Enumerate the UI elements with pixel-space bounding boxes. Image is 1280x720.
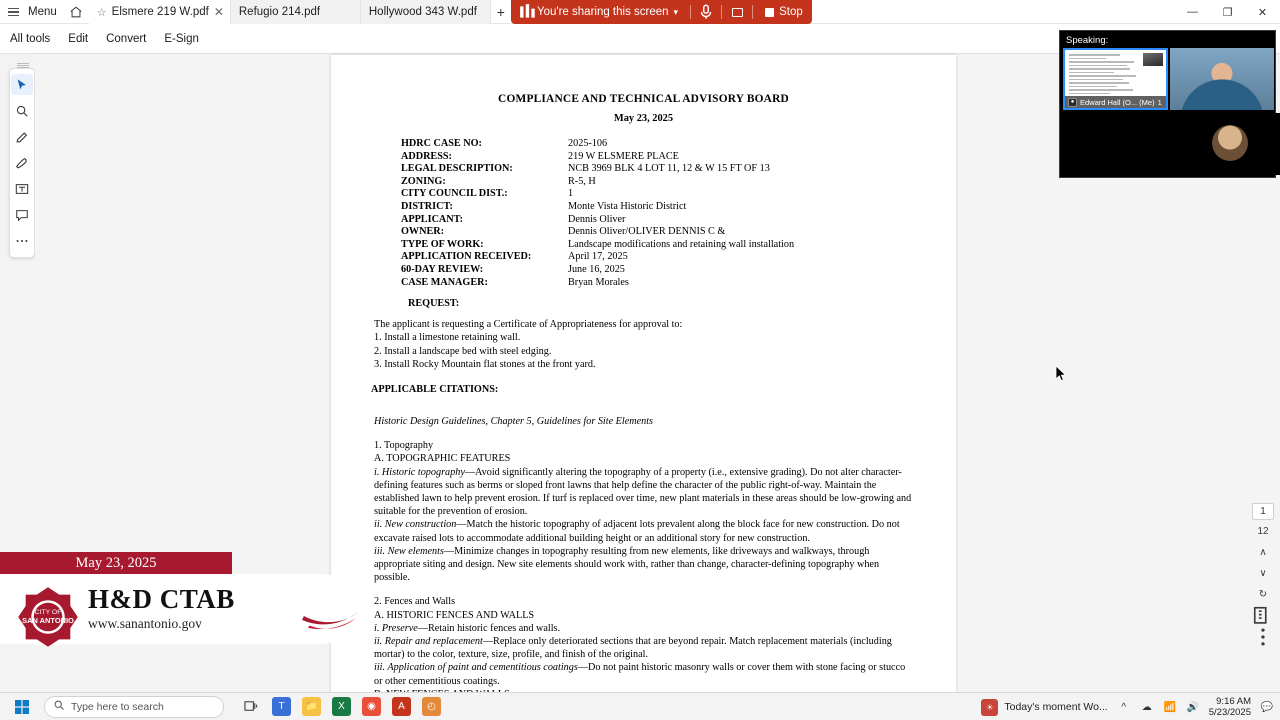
citations-source: Historic Design Guidelines, Chapter 5, Guidelines for Site Elements	[374, 415, 653, 427]
pdf-page	[331, 55, 956, 692]
video-tile-participant-3[interactable]	[1173, 113, 1280, 175]
field-value: Dennis Oliver/OLIVER DENNIS C &	[568, 226, 726, 238]
search-icon	[53, 699, 65, 714]
comment-tool-icon[interactable]	[11, 204, 33, 225]
more-options-icon[interactable]	[1252, 627, 1274, 646]
stop-label: Stop	[779, 6, 803, 18]
add-text-tool-icon[interactable]	[11, 178, 33, 199]
maximize-button[interactable]: ❐	[1222, 6, 1233, 19]
case-fields	[401, 138, 916, 289]
field-value: 2025-106	[568, 138, 608, 149]
document-date: May 23, 2025	[613, 113, 674, 124]
toolbar-item-edit[interactable]: Edit	[68, 32, 89, 45]
star-icon[interactable]: ☆	[96, 6, 107, 19]
broadcast-swoosh-graphic	[302, 598, 360, 632]
field-label: HDRC CASE NO:	[401, 138, 482, 149]
stop-share-button[interactable]	[759, 6, 812, 18]
toolbar-item-esign[interactable]: E-Sign	[164, 32, 199, 45]
taskbar-clock[interactable]	[1209, 696, 1251, 718]
tab-label: Hollywood 343 W.pdf	[368, 6, 477, 18]
toolbar-item-all-tools[interactable]: All tools	[10, 32, 51, 45]
field-label: ADDRESS:	[401, 150, 452, 162]
request-item-1: 1. Install a limestone retaining wall.	[374, 332, 521, 344]
windows-taskbar	[0, 692, 1280, 720]
current-page-input[interactable]: 1	[1252, 503, 1274, 520]
request-item-2: 2. Install a landscape bed with steel edging.	[374, 345, 552, 357]
highlight-tool-icon[interactable]	[11, 152, 33, 173]
task-view-icon[interactable]	[242, 697, 261, 716]
home-icon[interactable]	[63, 0, 89, 24]
paragraph2-ii-text: —Replace only deteriorated sections that are beyond repair. Match replacement materials (including mortar) to the color, texture, size, profile, and finish of the original.	[374, 635, 892, 661]
field-value: R-5, H	[568, 175, 596, 187]
tab-1[interactable]	[231, 0, 361, 24]
field-row	[401, 138, 916, 151]
chevron-up-icon[interactable]: ^	[1121, 701, 1127, 713]
field-row	[401, 176, 916, 189]
tab-label: Refugio 214.pdf	[238, 6, 321, 18]
participant-name-bar	[1065, 96, 1166, 108]
paragraph2-i-text: —Retain historic fences and walls.	[417, 622, 561, 634]
notifications-icon[interactable]: 💬	[1260, 701, 1274, 713]
video-tile-participant-2[interactable]	[1170, 48, 1274, 110]
request-item-3: 3. Install Rocky Mountain flat stones at the front yard.	[374, 358, 596, 370]
close-button[interactable]: ✕	[1257, 6, 1268, 19]
field-value: Bryan Morales	[568, 276, 629, 288]
screen-share-bar	[511, 0, 812, 24]
pages-panel-icon[interactable]	[1252, 606, 1274, 625]
field-label: APPLICATION RECEIVED:	[401, 251, 532, 263]
participant-badge: 1	[1157, 97, 1162, 107]
paragraph-ii	[374, 518, 916, 544]
field-row	[401, 201, 916, 214]
paragraph2-iii-lead: iii. Application of paint and cementitious coatings	[374, 662, 578, 674]
drag-handle[interactable]	[17, 63, 29, 66]
citations-source-block	[374, 404, 916, 701]
broadcast-title: H&D CTAB	[88, 584, 235, 614]
request-block	[374, 318, 916, 371]
document-title: COMPLIANCE AND TECHNICAL ADVISORY BOARD	[498, 93, 789, 105]
field-value: NCB 3969 BLK 4 LOT 11, 12 & W 15 FT OF 13	[568, 163, 770, 175]
field-value: 219 W ELSMERE PLACE	[568, 150, 679, 162]
field-label: TYPE OF WORK:	[401, 238, 484, 250]
paragraph-i-text: —Avoid significantly altering the topography of a property (i.e., extensive grading). Do not alter character-defining features such as berms or sloped front lawns that help define the character of the public right-of-way. Maintain the established lawn to help prevent erosion. If turf is replaced over time, new plant materials in these areas should be low-growing and suitable for the prevention of erosion.	[374, 466, 912, 518]
stop-square-icon	[765, 8, 774, 17]
broadcast-url: www.sanantonio.gov	[88, 616, 202, 631]
draw-tool-icon[interactable]	[11, 126, 33, 147]
seal-main-text: SAN ANTONIO	[22, 616, 74, 626]
tab-2[interactable]	[361, 0, 491, 24]
paragraph2-i-lead: i. Preserve	[374, 622, 418, 634]
close-icon[interactable]: ✕	[213, 5, 224, 19]
chrome-icon[interactable]: ◉	[362, 697, 381, 716]
select-tool-icon[interactable]	[11, 74, 33, 95]
news-badge-icon: ☀	[981, 699, 998, 716]
more-tools-icon[interactable]	[11, 230, 33, 251]
tab-label: Elsmere 219 W.pdf	[111, 6, 209, 18]
paragraph2-ii	[374, 635, 916, 661]
avatar	[1212, 125, 1248, 161]
paragraph2-iii	[374, 661, 916, 687]
share-status-text: You're sharing this screen	[537, 6, 669, 18]
page-navigation-rail	[1250, 503, 1276, 653]
acrobat-icon[interactable]: A	[392, 697, 411, 716]
request-intro: The applicant is requesting a Certificate of Appropriateness for approval to:	[374, 319, 683, 331]
paragraph2-iii-text: —Do not paint historic masonry walls or cover them with stone facing or stucco or other cementitious coatings.	[374, 662, 906, 687]
onedrive-icon[interactable]: ☁	[1141, 701, 1152, 713]
broadcast-text-group	[88, 584, 235, 632]
previous-page-button[interactable]: ∧	[1259, 547, 1267, 558]
field-row	[401, 188, 916, 201]
excel-icon[interactable]: X	[332, 697, 351, 716]
video-conference-panel[interactable]	[1059, 30, 1276, 178]
clock-time: 9:16 AM	[1216, 696, 1251, 707]
citations-heading: APPLICABLE CITATIONS:	[371, 383, 499, 395]
share-indicator-icon	[519, 3, 537, 21]
field-label: CASE MANAGER:	[401, 276, 488, 288]
field-value: 1	[568, 188, 574, 200]
system-tray	[981, 693, 1274, 720]
paragraph-iii-text: —Minimize changes in topography resulting from new elements, like driveways and walkways, through appropriate siting and design. New site elements should work with, rather than change, character-defining topography when possible.	[374, 545, 880, 584]
field-value: Landscape modifications and retaining wall installation	[568, 238, 795, 250]
field-row	[401, 151, 916, 164]
participant-video	[1170, 48, 1274, 110]
broadcast-date-banner: May 23, 2025	[0, 552, 232, 574]
paragraph2-ii-lead: ii. Repair and replacement	[374, 635, 483, 647]
field-value: Dennis Oliver	[568, 213, 626, 225]
field-label: ZONING:	[401, 175, 446, 187]
news-text: Today's moment Wo...	[1004, 701, 1108, 713]
field-label: OWNER:	[401, 226, 445, 238]
volume-icon[interactable]: 🔊	[1186, 701, 1199, 713]
paragraph-ii-lead: ii. New construction	[374, 519, 457, 531]
total-pages-label: 12	[1257, 526, 1269, 537]
section2-number: 2. Fences and Walls	[374, 596, 456, 608]
request-heading: REQUEST:	[408, 298, 460, 310]
start-button[interactable]	[0, 699, 44, 715]
rotate-page-button[interactable]: ↻	[1258, 589, 1268, 600]
field-label: DISTRICT:	[401, 200, 453, 212]
hamburger-menu-icon[interactable]	[0, 0, 26, 24]
file-explorer-icon[interactable]: 📁	[302, 697, 321, 716]
zoom-tool-icon[interactable]	[11, 100, 33, 121]
clock-app-icon[interactable]: ◴	[422, 697, 441, 716]
divider	[721, 5, 722, 19]
share-status-label[interactable]	[537, 6, 684, 18]
teams-icon[interactable]: T	[272, 697, 291, 716]
microphone-icon: ●	[1068, 98, 1077, 107]
paragraph-iii	[374, 545, 916, 585]
camera-inset	[1142, 52, 1164, 67]
city-seal-logo	[17, 586, 79, 648]
field-row	[401, 239, 916, 252]
divider	[752, 5, 753, 19]
toolbar-item-convert[interactable]: Convert	[106, 32, 147, 45]
taskbar-app-icons	[242, 697, 441, 716]
menu-button[interactable]: Menu	[28, 5, 57, 18]
taskbar-search-input[interactable]	[44, 696, 224, 718]
field-row	[401, 226, 916, 239]
paragraph-i-lead: i. Historic topography	[374, 466, 465, 478]
field-row	[401, 264, 916, 277]
network-icon[interactable]: 📶	[1163, 701, 1176, 713]
paragraph-ii-text: —Match the historic topography of adjacent lots prevalent along the block face for new construction. Do not excavate raised lots to accommodate additional building height or an additional story for new construction.	[374, 519, 900, 544]
field-row	[401, 214, 916, 227]
seal-top-text: CITY OF	[34, 608, 62, 616]
section2-heading: A. HISTORIC FENCES AND WALLS	[374, 609, 535, 621]
field-value: June 16, 2025	[568, 263, 625, 275]
section1-heading: A. TOPOGRAPHIC FEATURES	[374, 453, 511, 465]
field-row	[401, 277, 916, 290]
field-value: Monte Vista Historic District	[568, 200, 687, 212]
microphone-icon[interactable]	[697, 3, 715, 21]
participant-name: Edward Hall (O... (Me)	[1080, 97, 1155, 107]
field-row	[401, 251, 916, 264]
news-widget[interactable]	[981, 699, 1107, 716]
paragraph-iii-lead: iii. New elements	[374, 545, 444, 557]
field-label: LEGAL DESCRIPTION:	[401, 163, 513, 175]
paragraph-i	[374, 466, 916, 519]
new-tab-button[interactable]: +	[496, 4, 505, 20]
mouse-cursor	[1055, 365, 1067, 383]
chevron-down-icon[interactable]: ▾	[673, 6, 679, 17]
search-placeholder: Type here to search	[71, 700, 164, 713]
window-controls	[1175, 0, 1280, 24]
speaking-status-label: Speaking:	[1066, 35, 1109, 46]
minimize-button[interactable]: —	[1187, 6, 1198, 18]
field-value: April 17, 2025	[568, 251, 628, 263]
next-page-button[interactable]: ∨	[1259, 568, 1267, 579]
section1-number: 1. Topography	[374, 440, 434, 452]
divider	[690, 5, 691, 19]
video-tile-self[interactable]	[1063, 48, 1168, 110]
paragraph2-i	[374, 622, 916, 635]
field-label: 60-DAY REVIEW:	[401, 263, 484, 275]
left-tool-rail	[9, 68, 35, 258]
camera-icon[interactable]	[728, 3, 746, 21]
field-label: CITY COUNCIL DIST.:	[401, 188, 508, 200]
clock-date: 5/23/2025	[1208, 707, 1251, 718]
field-row	[401, 163, 916, 176]
field-label: APPLICANT:	[401, 213, 464, 225]
tab-0[interactable]	[89, 0, 231, 24]
